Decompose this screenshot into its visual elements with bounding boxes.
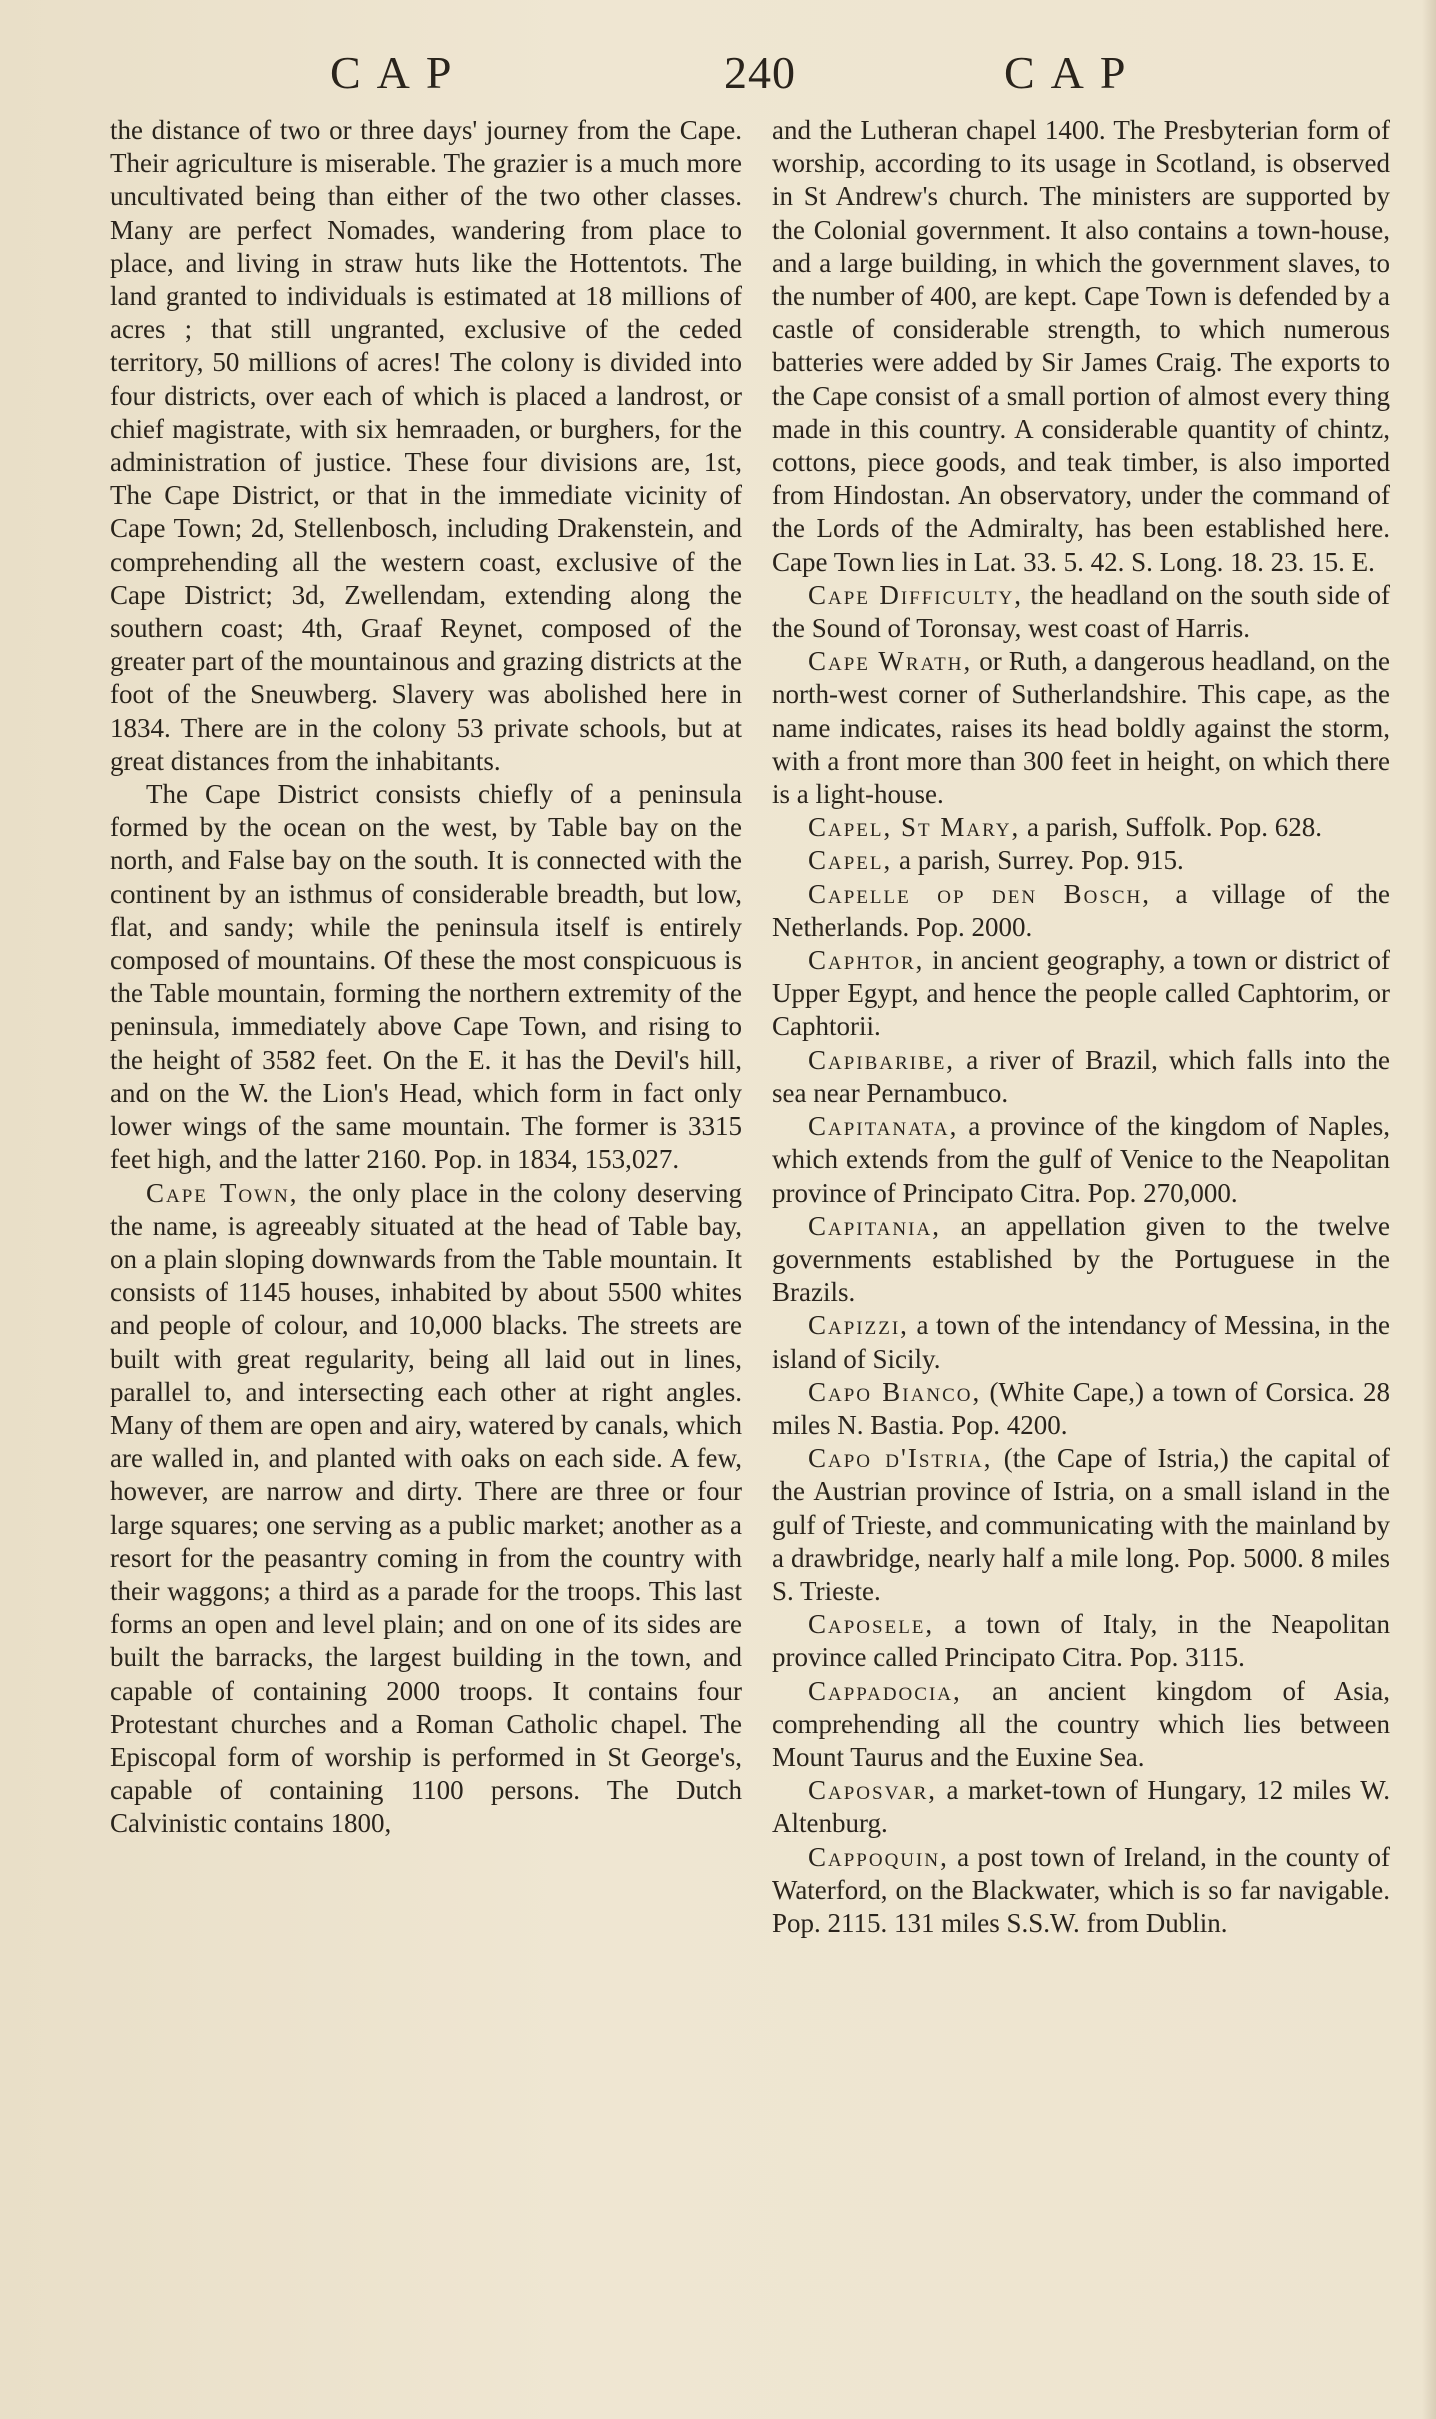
entry-headword: Cappoquin, [808,1841,949,1872]
entry-headword: Capizzi, [808,1310,909,1341]
entry-headword: Capibaribe, [808,1044,956,1075]
entry-text: an appellation given to the twelve governments established by the Portuguese in the Brazils. [772,1210,1390,1308]
entry-text: the headland on the south side of the Sound of Toronsay, west coast of Harris. [772,579,1390,644]
entry-text: the only place in the colony deserving the name, is agreeably situated at the head of Table bay, on a plain sloping downwards from the Table mountain. It consists of 1145 houses, inhabited by about 5500 whites and people of colour, and 10,000 blacks. The streets are built with great regularity, being all laid out in lines, parallel to, and intersecting each other at right angles. Many of them are open and airy, watered by canals, which are walled in, and planted with oaks on each side. A few, however, are narrow and dirty. There are three or four large squares; one serving as a public market; another as a resort for the peasantry coming in from the country with their waggons; a third as a parade for the troops. This last forms an open and level plain; and on one of its sides are built the barracks, the largest building in the town, and capable of containing 2000 troops. It contains four Protestant churches and a Roman Catholic chapel. The Episcopal form of worship is performed in St George's, capable of containing 1100 persons. The Dutch Calvinistic contains 1800, [110,1177,742,1839]
page-number: 240 [724,47,796,98]
entry-text: a post town of Ireland, in the county of Waterford, on the Blackwater, which is so far navigable. Pop. 2115. 131 miles S.S.W. from Dublin. [772,1841,1390,1938]
page-edge-shadow [1422,0,1436,2419]
entry-headword: Cappadocia, [808,1675,962,1706]
entry-headword: Capelle op den Bosch, [808,878,1152,909]
entry-headword: Caphtor, [808,945,925,976]
entry-text: an ancient kingdom of Asia, comprehending all the country which lies between Mount Taurus and the Euxine Sea. [772,1675,1390,1772]
header-left-keyword: CAP [330,47,468,98]
entry [772,1376,1390,1442]
entry-headword: Capel, St Mary, [808,812,1021,843]
left-column [110,114,742,2334]
entry-headword: Cape Town, [146,1177,299,1208]
entry-headword: Cape Wrath, [808,646,973,677]
entry [772,844,1390,877]
paragraph-continued: and the Lutheran chapel 1400. The Presbyterian form of worship, according to its usage in Scotland, is observed in St Andrew's church. The ministers are supported by the Colonial government. It also contains a town-house, and a large building, in which the government slaves, to the number of 400, are kept. Cape Town is defended by a castle of considerable strength, to which numerous batteries were added by Sir James Craig. The exports to the Cape consist of a small portion of almost every thing made in this country. A considerable quantity of chintz, cottons, piece goods, and teak timber, is also imported from Hindostan. An observatory, under the command of the Lords of the Admiralty, has been established here. Cape Town lies in Lat. 33. 5. 42. S. Long. 18. 23. 15. E. [772,115,1390,577]
entry-text: a river of Brazil, which falls into the sea near Pernambuco. [772,1044,1390,1108]
entry-headword: Capel, [808,845,893,876]
paragraph-cape-district: The Cape District consists chiefly of a peninsula formed by the ocean on the west, by Table bay on the north, and False bay on the south. It is connected with the continent by an isthmus of considerable breadth, but low, flat, and sandy; while the peninsula itself is entirely composed of mountains. Of these the most conspicuous is the Table mountain, forming the northern extremity of the peninsula, immediately above Cape Town, and rising to the height of 3582 feet. On the E. it has the Devil's hill, and on the W. the Lion's Head, which form in fact only lower wings of the same mountain. The former is 3315 feet high, and the latter 2160. Pop. in 1834, 153,027. [110,779,742,1175]
entry-headword: Caposele, [808,1609,935,1640]
entry [772,1841,1390,1941]
entry-text: a village of the Netherlands. Pop. 2000. [772,878,1390,942]
entry [772,1309,1390,1375]
entry-text: a province of the kingdom of Naples, which extends from the gulf of Venice to the Neapolitan province of Principato Citra. Pop. 270,000. [772,1111,1390,1208]
entry-cape-town [110,1177,742,1841]
entry [772,878,1390,944]
entry-text: a town of the intendancy of Messina, in the island of Sicily. [772,1310,1390,1374]
entry [772,1608,1390,1674]
entry-text: or Ruth, a dangerous headland, on the north-west corner of Sutherlandshire. This cape, as the name indicates, raises its head boldly against the storm, with a front more than 300 feet in height, on which there is a light-house. [772,646,1391,810]
entry [772,579,1390,645]
entry [772,1442,1390,1608]
entry-text: (White Cape,) a town of Corsica. 28 miles N. Bastia. Pop. 4200. [772,1376,1390,1440]
entry-headword: Capitanata, [808,1111,959,1142]
entry-text: in ancient geography, a town or district of Upper Egypt, and hence the people called Caphtorim, or Caphtorii. [772,945,1390,1042]
running-header [108,46,1392,106]
entry [772,811,1390,844]
entry [772,1675,1390,1775]
entry [772,1774,1390,1840]
entry-text: a parish, Surrey. Pop. 915. [892,845,1184,876]
entry-text: a market-town of Hungary, 12 miles W. Altenburg. [772,1775,1390,1839]
paragraph-continued: the distance of two or three days' journey from the Cape. Their agriculture is miserable. The grazier is a much more uncultivated being than either of the two other classes. Many are perfect Nomades, wandering from place to place, and living in straw huts like the Hottentots. The land granted to individuals is estimated at 18 millions of acres ; that still ungranted, exclusive of the ceded territory, 50 millions of acres! The colony is divided into four districts, over each of which is placed a landrost, or chief magistrate, with six hemraaden, or burghers, for the administration of justice. These four divisions are, 1st, The Cape District, or that in the immediate vicinity of Cape Town; 2d, Stellenbosch, including Drakenstein, and comprehending all the western coast, exclusive of the Cape District; 3d, Zwellendam, extending along the southern coast; 4th, Graaf Reynet, composed of the greater part of the mountainous and grazing districts at the foot of the Sneuwberg. Slavery was abolished here in 1834. There are in the colony 53 private schools, but at great distances from the inhabitants. [110,115,742,776]
entry-headword: Capo d'Istria, [808,1443,993,1474]
entry-headword: Caposvar, [808,1775,938,1806]
header-right-keyword: CAP [1004,47,1142,98]
entry-text: a town of Italy, in the Neapolitan province called Principato Citra. Pop. 3115. [772,1609,1390,1673]
entry [772,645,1390,811]
entry [772,1210,1390,1310]
entry-headword: Capo Bianco, [808,1376,982,1407]
entry [772,1110,1390,1210]
entry-text: a parish, Suffolk. Pop. 628. [1020,812,1322,843]
entry-headword: Capitania, [808,1210,941,1241]
entry [772,944,1390,1044]
entry [772,1044,1390,1110]
entry-text: (the Cape of Istria,) the capital of the Austrian province of Istria, on a small island in the gulf of Trieste, and communicating with the mainland by a drawbridge, nearly half a mile long. Pop. 5000. 8 miles S. Trieste. [772,1443,1390,1606]
right-column [772,114,1390,2334]
entry-headword: Cape Difficulty, [808,579,1023,610]
